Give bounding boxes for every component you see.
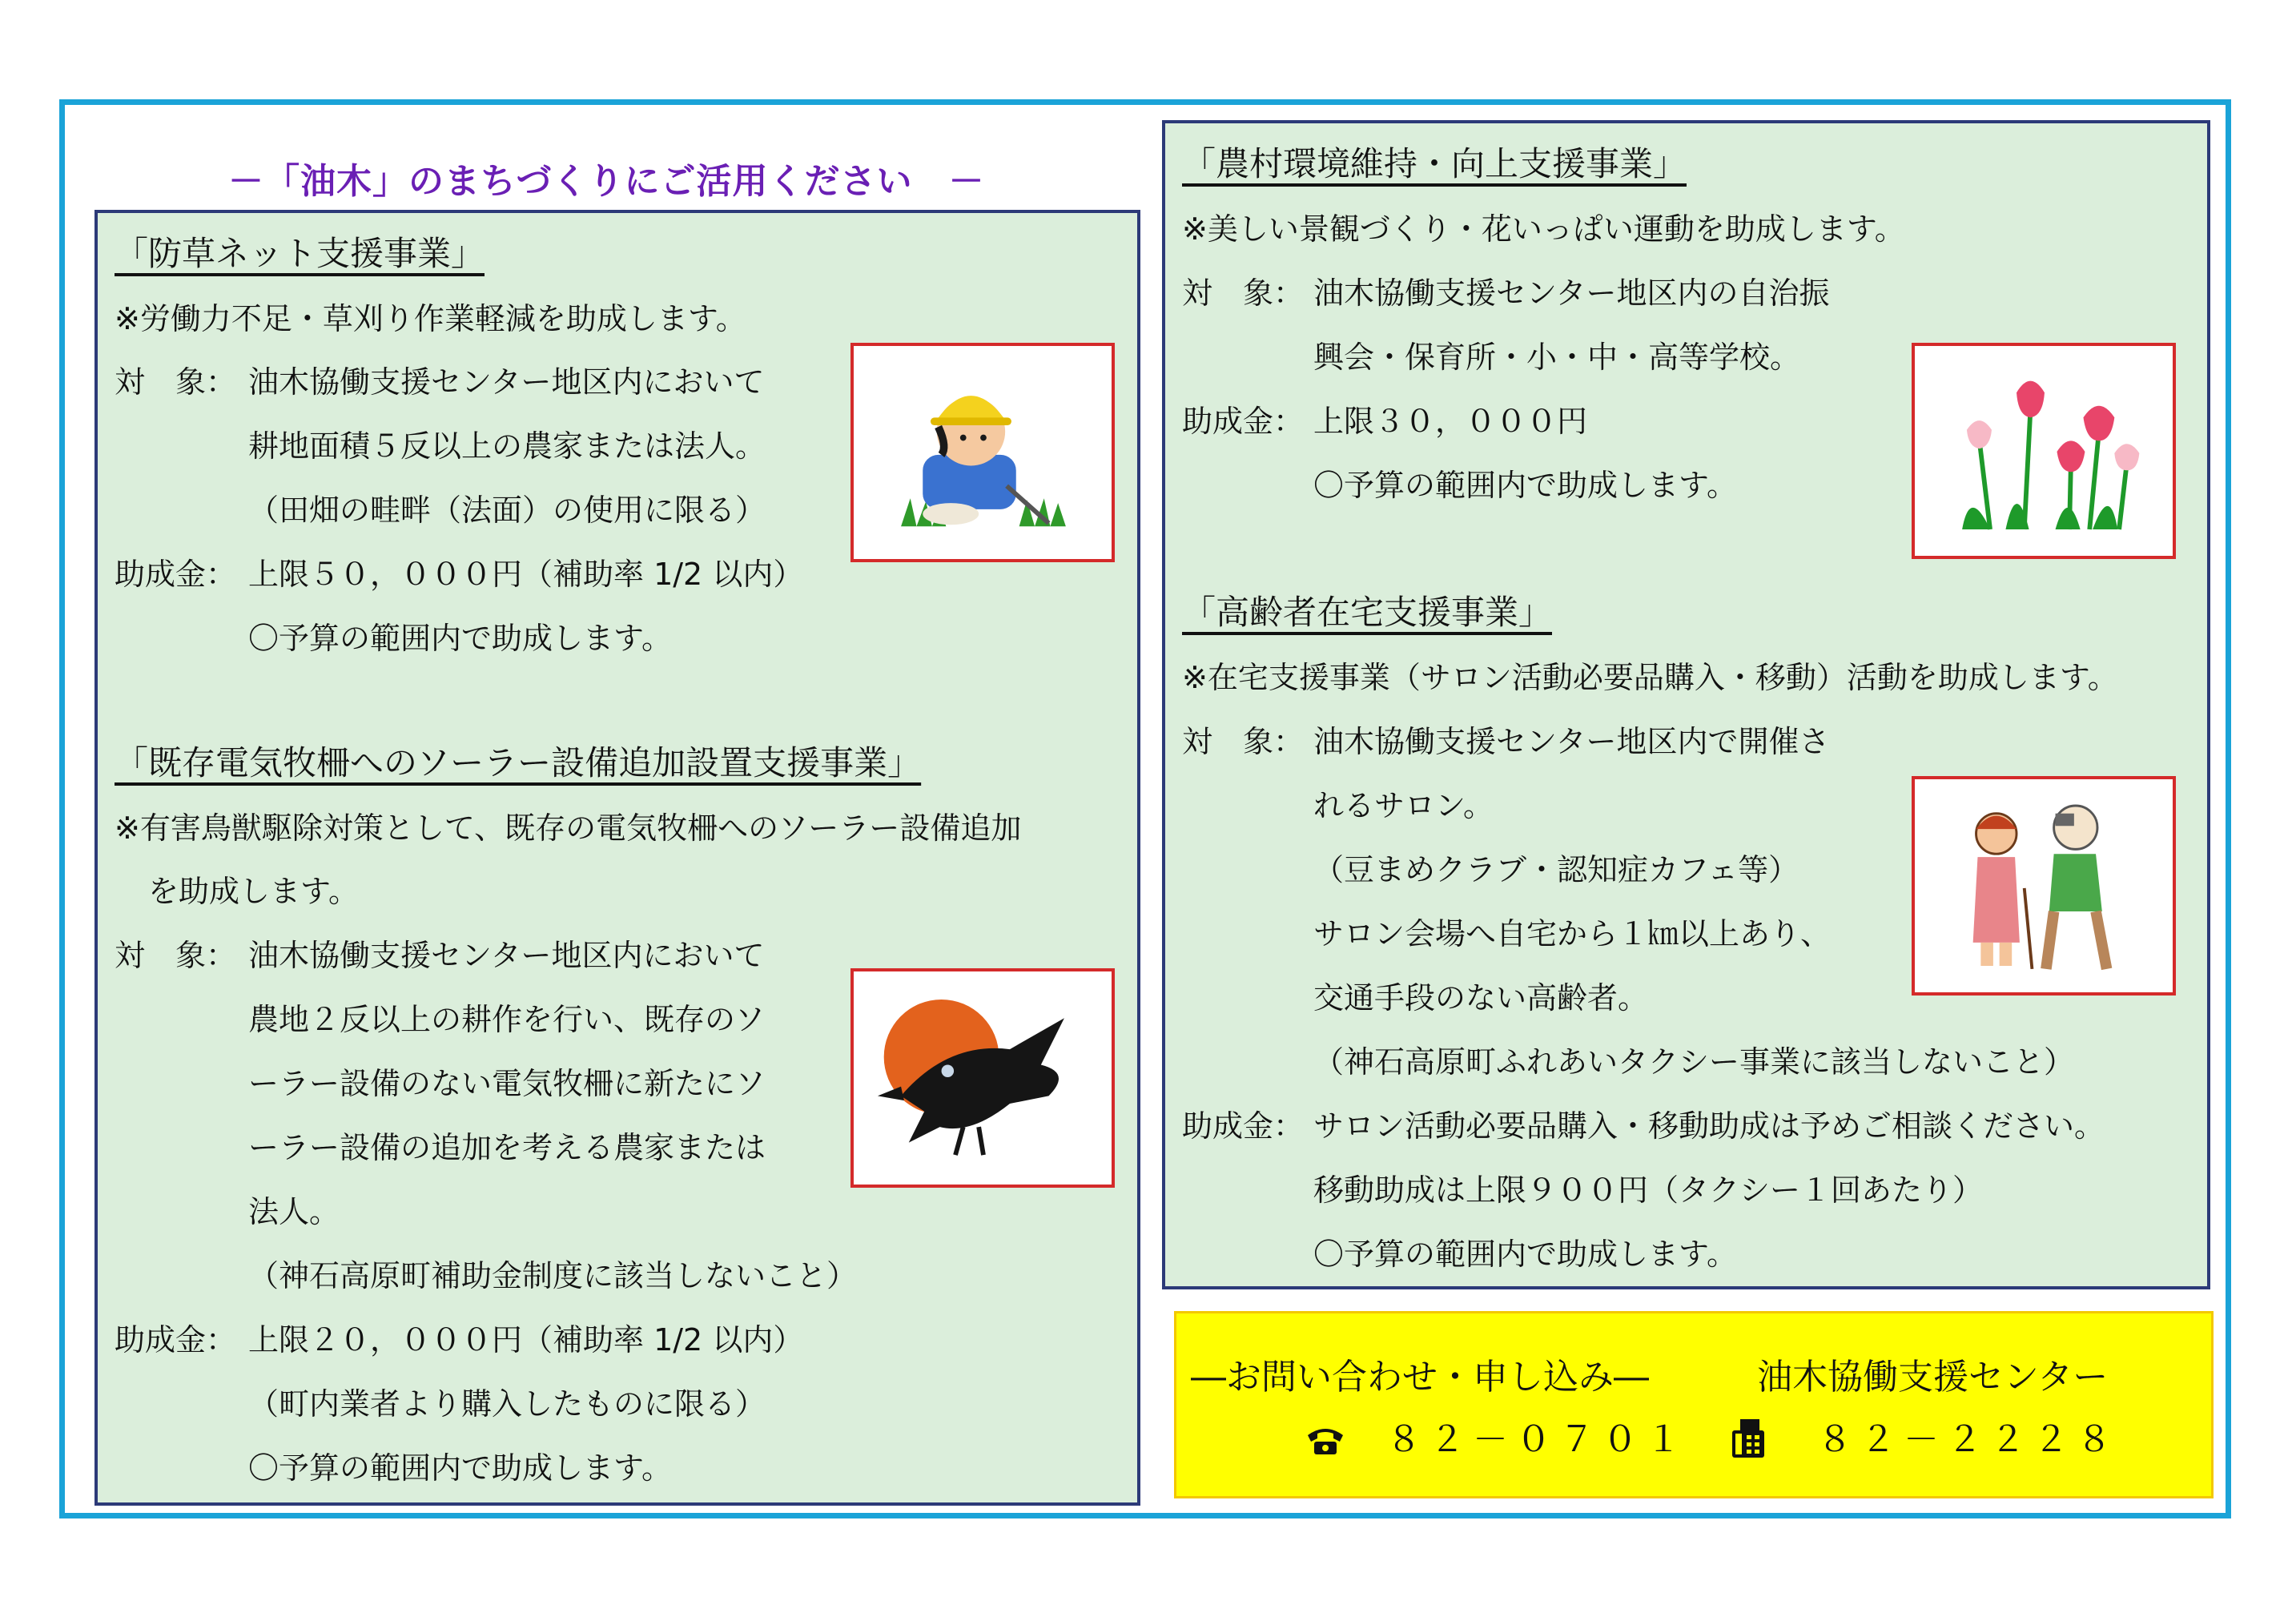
contact-organization: 油木協働支援センター xyxy=(1757,1357,2109,1398)
section-title-rural-environment: 「農村環境維持・向上支援事業」 xyxy=(1182,144,1687,183)
page-heading: －「油木」のまちづくりにご活用ください － xyxy=(228,161,985,202)
grant-label: 助成金： xyxy=(1182,404,1305,439)
target-label: 対 象： xyxy=(1182,724,1305,759)
target-line: 法人。 xyxy=(248,1194,340,1229)
target-line: 油木協働支援センター地区内において xyxy=(248,938,765,973)
tulips-illustration xyxy=(1912,343,2176,559)
fax-icon xyxy=(1729,1418,1767,1459)
target-label: 対 象： xyxy=(1182,276,1305,311)
section-title-elderly-support: 「高齢者在宅支援事業」 xyxy=(1182,593,1553,632)
target-line: ーラー設備の追加を考える農家または xyxy=(248,1130,766,1165)
grant-line: 〇予算の範囲内で助成します。 xyxy=(248,621,672,656)
grant-label: 助成金： xyxy=(115,557,237,592)
elderly-couple-illustration xyxy=(1912,776,2176,996)
target-line: サロン会場へ自宅から１㎞以上あり、 xyxy=(1313,916,1832,951)
target-line: 油木協働支援センター地区内の自治振 xyxy=(1313,276,1830,311)
grant-line: 〇予算の範囲内で助成します。 xyxy=(248,1450,672,1486)
target-line: 油木協働支援センター地区内において xyxy=(248,364,765,400)
target-line: 油木協働支援センター地区内で開催さ xyxy=(1313,724,1830,759)
grant-line: 〇予算の範囲内で助成します。 xyxy=(1313,468,1737,503)
section-note: ※美しい景観づくり・花いっぱい運動を助成します。 xyxy=(1182,211,1905,247)
target-line: （豆まめクラブ・認知症カフェ等） xyxy=(1313,852,1799,887)
target-line: 耕地面積５反以上の農家または法人。 xyxy=(248,428,766,464)
contact-label: ―お問い合わせ・申し込み― xyxy=(1191,1357,1649,1398)
crow-sunset-illustration xyxy=(850,968,1115,1188)
grant-label: 助成金： xyxy=(115,1322,237,1358)
section-note: を助成します。 xyxy=(148,874,359,909)
left-panel xyxy=(94,210,1140,1506)
section-title-weed-net: 「防草ネット支援事業」 xyxy=(115,234,485,273)
target-label: 対 象： xyxy=(115,364,237,400)
target-line: 交通手段のない高齢者。 xyxy=(1313,980,1649,1016)
telephone-icon xyxy=(1305,1422,1346,1458)
grant-line: サロン活動必要品購入・移動助成は予めご相談ください。 xyxy=(1313,1108,2105,1144)
grant-line: 上限５０，０００円（補助率 1/2 以内） xyxy=(248,557,804,592)
right-panel xyxy=(1162,120,2210,1289)
target-line: （神石高原町補助金制度に該当しないこと） xyxy=(248,1258,858,1293)
child-weeding-illustration xyxy=(850,343,1115,562)
target-label: 対 象： xyxy=(115,938,237,973)
grant-line: 〇予算の範囲内で助成します。 xyxy=(1313,1237,1737,1272)
target-line: 農地２反以上の耕作を行い、既存のソ xyxy=(248,1002,766,1037)
contact-box xyxy=(1174,1311,2214,1498)
target-line: 興会・保育所・小・中・高等学校。 xyxy=(1313,340,1801,375)
telephone-number[interactable]: ８２－０７０１ xyxy=(1386,1419,1689,1460)
target-line: ーラー設備のない電気牧柵に新たにソ xyxy=(248,1066,766,1101)
target-line: れるサロン。 xyxy=(1313,788,1494,823)
grant-line: （町内業者より購入したものに限る） xyxy=(248,1386,766,1422)
section-note: ※在宅支援事業（サロン活動必要品購入・移動）活動を助成します。 xyxy=(1182,660,2118,695)
grant-line: 移動助成は上限９００円（タクシー１回あたり） xyxy=(1313,1173,1984,1208)
section-title-solar-fence: 「既存電気牧柵へのソーラー設備追加設置支援事業」 xyxy=(115,743,922,782)
target-line: （田畑の畦畔（法面）の使用に限る） xyxy=(248,493,766,528)
target-line: （神石高原町ふれあいタクシー事業に該当しないこと） xyxy=(1313,1044,2075,1080)
section-note: ※労働力不足・草刈り作業軽減を助成します。 xyxy=(115,301,746,336)
grant-line: 上限２０，０００円（補助率 1/2 以内） xyxy=(248,1322,804,1358)
fax-number[interactable]: ８２－２２２８ xyxy=(1817,1419,2120,1460)
grant-label: 助成金： xyxy=(1182,1108,1305,1144)
section-note: ※有害鳥獣駆除対策として、既存の電気牧柵へのソーラー設備追加 xyxy=(115,810,1022,846)
grant-line: 上限３０，０００円 xyxy=(1313,404,1588,439)
